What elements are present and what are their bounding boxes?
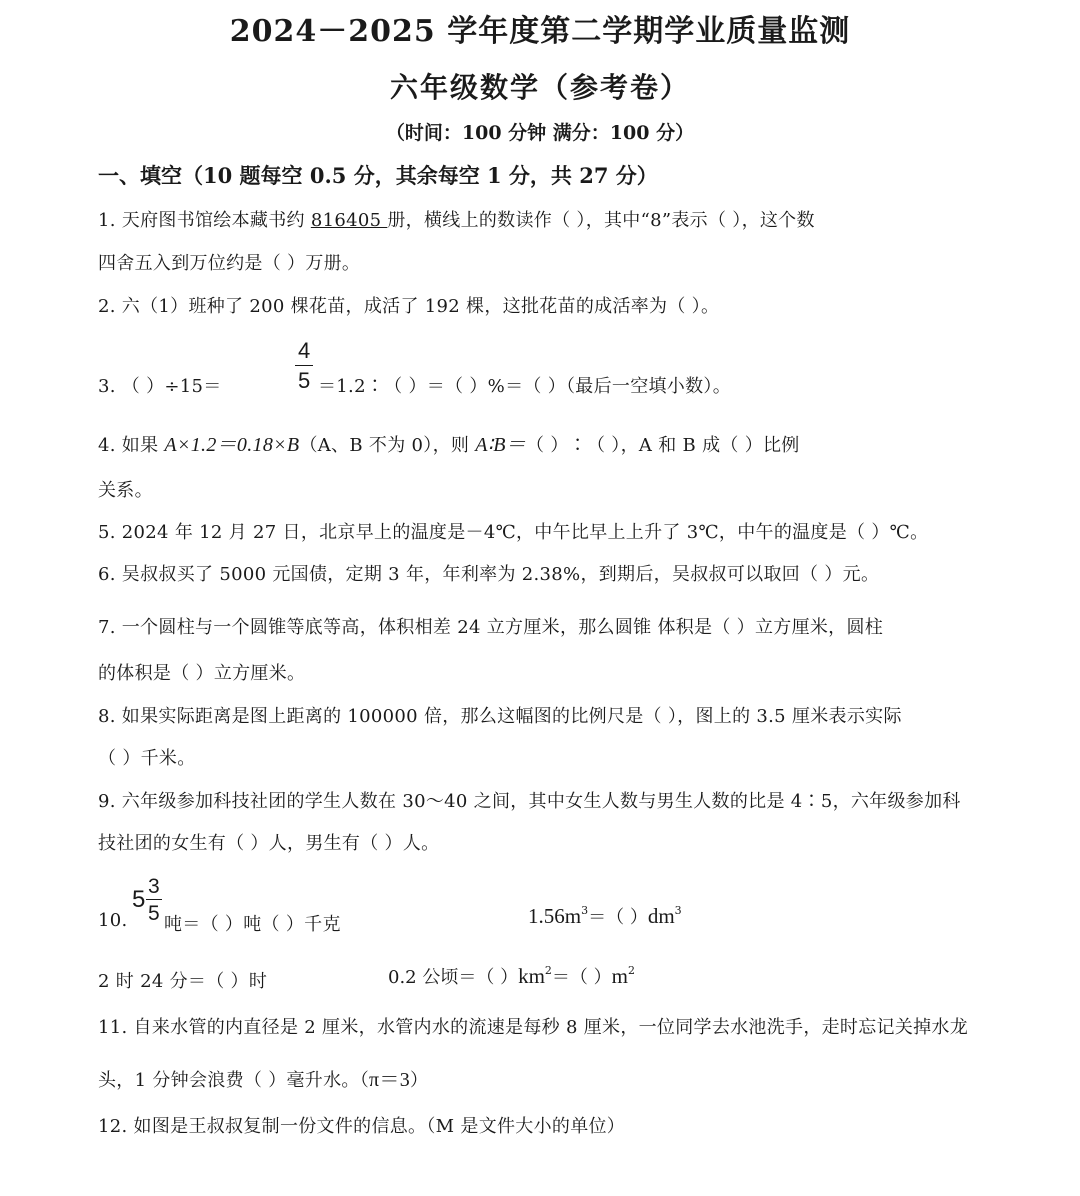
question-10-area-unit2: m <box>611 964 628 988</box>
question-4-text-a: 4. 如果 <box>98 435 165 456</box>
question-1-line2: 四舍五入到万位约是（ ）万册。 <box>98 253 361 274</box>
question-4-text-c: （ ）∶（ ），A 和 B 成（ ）比例 <box>526 435 800 456</box>
question-11-text-a: 头，1 分钟会浪费（ ）毫升水。（ <box>98 1070 369 1091</box>
section-heading: 一、填空（10 题每空 0.5 分，其余每空 1 分，共 27 分） <box>98 163 658 188</box>
question-3-fraction-numerator: 4 <box>295 340 313 366</box>
question-10-part-b <box>528 903 682 929</box>
question-10-part-d <box>388 963 635 989</box>
question-10-area-unit: km <box>518 964 545 988</box>
question-4-line1 <box>98 428 800 457</box>
question-3-text-a: 3. （ ）÷15＝ <box>98 376 222 397</box>
question-7-line1: 7. 一个圆柱与一个圆锥等底等高，体积相差 24 立方厘米，那么圆锥 体积是（ ）立方厘米，圆柱 <box>98 617 884 638</box>
question-4-ratio: A∶B＝ <box>475 434 527 456</box>
question-1-text-b: 册，横线上的数读作（ ），其中“8”表示（ ），这个数 <box>387 210 815 231</box>
exam-title: 2024－2025 学年度第二学期学业质量监测 <box>229 14 851 49</box>
question-6: 6. 吴叔叔买了 5000 元国债，定期 3 年，年利率为 2.38%，到期后，吴叔叔可以取回（ ）元。 <box>98 564 880 585</box>
question-10-fraction-numerator: 3 <box>148 875 160 898</box>
question-10-number: 10. <box>98 910 128 931</box>
question-4-line2: 关系。 <box>98 480 153 501</box>
question-10-area-eq: ＝（ ） <box>551 967 612 988</box>
question-10-mixed-whole: 5 <box>132 886 146 913</box>
question-11-text-b: ） <box>410 1070 429 1091</box>
question-4-text-b: （A、B 不为 0），则 <box>299 435 476 456</box>
question-10-volume-unit: dm <box>647 904 675 928</box>
question-10-volume-unit-exp: 3 <box>674 904 682 917</box>
question-2: 2. 六（1）班种了 200 棵花苗，成活了 192 棵，这批花苗的成活率为（ ）。 <box>98 296 720 317</box>
question-11-pi: π＝3 <box>369 1069 410 1091</box>
question-3-fraction <box>295 340 313 392</box>
question-10-text-c: 2 时 24 分＝（ ）时 <box>98 971 268 992</box>
question-3-text-b: ＝1.2∶（ ）＝（ ）%＝（ ）（最后一空填小数）。 <box>318 376 731 397</box>
question-1-text-a: 1. 天府图书馆绘本藏书约 <box>98 210 311 231</box>
exam-subtitle: 六年级数学（参考卷） <box>389 71 690 104</box>
question-1-line1 <box>98 206 815 232</box>
question-4-expression: A×1.2＝0.18×B <box>164 434 300 456</box>
question-1-number: 816405 <box>310 210 388 231</box>
question-5: 5. 2024 年 12 月 27 日，北京早上的温度是－4℃，中午比早上上升了 3℃，中午的温度是（ ）℃。 <box>98 522 929 543</box>
question-8-line1: 8. 如果实际距离是图上距离的 100000 倍，那么这幅图的比例尺是（ ），图上的 3.5 厘米表示实际 <box>98 706 902 727</box>
question-10-fraction-denominator: 5 <box>148 902 160 925</box>
question-7-line2: 的体积是（ ）立方厘米。 <box>98 663 306 684</box>
question-10-volume-eq: ＝（ ） <box>588 907 648 928</box>
question-3-fraction-denominator: 5 <box>298 368 311 393</box>
question-9-line2: 技社团的女生有（ ）人，男生有（ ）人。 <box>98 833 440 854</box>
question-10-area-text: 0.2 公顷＝（ ） <box>388 967 519 988</box>
question-11-line2 <box>98 1063 428 1092</box>
question-10-volume-exp: 3 <box>581 904 589 917</box>
exam-info: （时间：100 分钟 满分：100 分） <box>385 122 695 144</box>
question-10-text-a: 吨＝（ ）吨（ ）千克 <box>164 914 341 935</box>
question-10-fraction <box>146 876 162 924</box>
question-10-area-unit2-exp: 2 <box>628 964 635 977</box>
question-10-volume-value: 1.56m <box>528 904 582 928</box>
question-12: 12. 如图是王叔叔复制一份文件的信息。（M 是文件大小的单位） <box>98 1116 626 1137</box>
question-11-line1: 11. 自来水管的内直径是 2 厘米，水管内水的流速是每秒 8 厘米，一位同学去水池洗手，走时忘记关掉水龙 <box>98 1017 969 1038</box>
question-10-area-unit-exp: 2 <box>544 964 552 977</box>
question-8-line2: （ ）千米。 <box>98 748 196 769</box>
question-9-line1: 9. 六年级参加科技社团的学生人数在 30～40 之间，其中女生人数与男生人数的比是 4∶5，六年级参加科 <box>98 791 961 812</box>
